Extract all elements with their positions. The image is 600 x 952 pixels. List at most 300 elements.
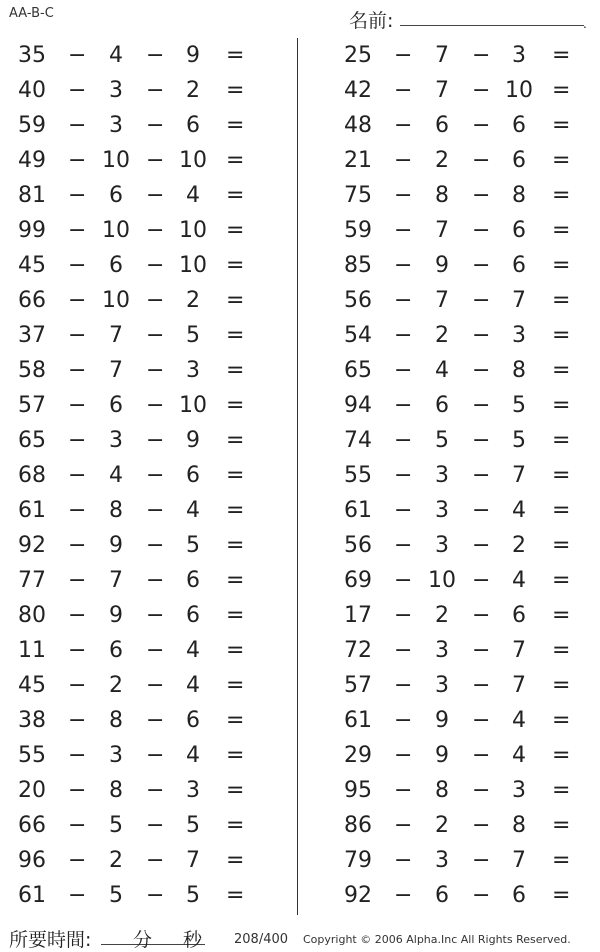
minus-sign: −	[394, 78, 413, 103]
second-subtrahend: 5	[186, 883, 200, 908]
first-subtrahend: 3	[435, 463, 449, 488]
second-subtrahend: 6	[512, 218, 526, 243]
first-subtrahend: 7	[109, 323, 123, 348]
equals-sign: =	[552, 463, 571, 488]
minus-sign: −	[68, 603, 87, 628]
equals-sign: =	[552, 533, 571, 558]
equals-sign: =	[226, 148, 245, 173]
minus-sign: −	[146, 288, 165, 313]
minus-sign: −	[472, 743, 491, 768]
second-subtrahend: 10	[179, 393, 207, 418]
equals-sign: =	[552, 848, 571, 873]
minus-sign: −	[472, 568, 491, 593]
equals-sign: =	[226, 883, 245, 908]
minuend: 29	[344, 743, 372, 768]
minus-sign: −	[68, 883, 87, 908]
first-subtrahend: 3	[109, 428, 123, 453]
first-subtrahend: 7	[435, 78, 449, 103]
minus-sign: −	[68, 743, 87, 768]
minuend: 61	[18, 883, 46, 908]
minuend: 55	[344, 463, 372, 488]
minus-sign: −	[146, 253, 165, 278]
first-subtrahend: 10	[102, 148, 130, 173]
second-subtrahend: 6	[186, 463, 200, 488]
minus-sign: −	[394, 708, 413, 733]
minuend: 77	[18, 568, 46, 593]
name-line-end-dot: .	[583, 17, 587, 31]
minus-sign: −	[68, 323, 87, 348]
minus-sign: −	[146, 883, 165, 908]
minuend: 58	[18, 358, 46, 383]
minus-sign: −	[146, 743, 165, 768]
minus-sign: −	[472, 78, 491, 103]
second-subtrahend: 4	[186, 638, 200, 663]
minuend: 92	[344, 883, 372, 908]
equals-sign: =	[552, 253, 571, 278]
minus-sign: −	[146, 498, 165, 523]
second-subtrahend: 4	[186, 743, 200, 768]
second-subtrahend: 5	[186, 533, 200, 558]
equals-sign: =	[552, 148, 571, 173]
minus-sign: −	[68, 253, 87, 278]
equals-sign: =	[226, 393, 245, 418]
equals-sign: =	[226, 183, 245, 208]
equals-sign: =	[552, 673, 571, 698]
first-subtrahend: 7	[435, 218, 449, 243]
first-subtrahend: 6	[109, 393, 123, 418]
minus-sign: −	[146, 218, 165, 243]
first-subtrahend: 5	[435, 428, 449, 453]
minus-sign: −	[472, 113, 491, 138]
minus-sign: −	[472, 323, 491, 348]
name-label: 名前:	[349, 10, 394, 32]
equals-sign: =	[552, 883, 571, 908]
first-subtrahend: 2	[435, 603, 449, 628]
first-subtrahend: 8	[435, 778, 449, 803]
second-subtrahend: 9	[186, 428, 200, 453]
equals-sign: =	[552, 393, 571, 418]
time-label: 所要時間:	[9, 929, 92, 951]
second-subtrahend: 10	[179, 148, 207, 173]
minus-sign: −	[68, 148, 87, 173]
column-divider	[297, 38, 298, 915]
minus-sign: −	[146, 708, 165, 733]
first-subtrahend: 10	[102, 288, 130, 313]
minus-sign: −	[394, 813, 413, 838]
minuend: 99	[18, 218, 46, 243]
minus-sign: −	[146, 813, 165, 838]
minuend: 56	[344, 533, 372, 558]
equals-sign: =	[552, 323, 571, 348]
minus-sign: −	[68, 638, 87, 663]
second-subtrahend: 10	[179, 218, 207, 243]
equals-sign: =	[226, 358, 245, 383]
worksheet-code: AA-B-C	[9, 6, 54, 21]
minus-sign: −	[394, 673, 413, 698]
minuend: 38	[18, 708, 46, 733]
minus-sign: −	[68, 78, 87, 103]
first-subtrahend: 8	[109, 498, 123, 523]
second-subtrahend: 8	[512, 813, 526, 838]
minuend: 54	[344, 323, 372, 348]
minus-sign: −	[394, 498, 413, 523]
first-subtrahend: 5	[109, 883, 123, 908]
minuend: 21	[344, 148, 372, 173]
equals-sign: =	[226, 323, 245, 348]
minus-sign: −	[146, 533, 165, 558]
equals-sign: =	[226, 813, 245, 838]
equals-sign: =	[552, 113, 571, 138]
second-subtrahend: 4	[512, 498, 526, 523]
second-subtrahend: 6	[512, 148, 526, 173]
minus-sign: −	[146, 113, 165, 138]
minus-sign: −	[146, 43, 165, 68]
minus-sign: −	[146, 428, 165, 453]
first-subtrahend: 2	[435, 813, 449, 838]
minuend: 95	[344, 778, 372, 803]
minuend: 79	[344, 848, 372, 873]
equals-sign: =	[552, 183, 571, 208]
equals-sign: =	[226, 533, 245, 558]
equals-sign: =	[552, 428, 571, 453]
second-subtrahend: 4	[186, 183, 200, 208]
minus-sign: −	[394, 113, 413, 138]
minus-sign: −	[394, 848, 413, 873]
minus-sign: −	[68, 288, 87, 313]
equals-sign: =	[552, 43, 571, 68]
minus-sign: −	[472, 673, 491, 698]
first-subtrahend: 3	[109, 78, 123, 103]
minus-sign: −	[472, 183, 491, 208]
minuend: 35	[18, 43, 46, 68]
first-subtrahend: 4	[435, 358, 449, 383]
first-subtrahend: 4	[109, 43, 123, 68]
second-subtrahend: 6	[512, 883, 526, 908]
minus-sign: −	[472, 428, 491, 453]
second-subtrahend: 6	[512, 113, 526, 138]
second-subtrahend: 8	[512, 183, 526, 208]
minus-sign: −	[394, 253, 413, 278]
first-subtrahend: 9	[109, 603, 123, 628]
equals-sign: =	[552, 568, 571, 593]
second-subtrahend: 5	[186, 323, 200, 348]
minuend: 66	[18, 813, 46, 838]
equals-sign: =	[226, 288, 245, 313]
minus-sign: −	[146, 358, 165, 383]
minus-sign: −	[394, 463, 413, 488]
minus-sign: −	[146, 778, 165, 803]
equals-sign: =	[226, 218, 245, 243]
minus-sign: −	[68, 113, 87, 138]
minus-sign: −	[472, 603, 491, 628]
minus-sign: −	[68, 568, 87, 593]
first-subtrahend: 10	[102, 218, 130, 243]
minus-sign: −	[68, 218, 87, 243]
first-subtrahend: 7	[109, 358, 123, 383]
minuend: 48	[344, 113, 372, 138]
first-subtrahend: 6	[435, 883, 449, 908]
minuend: 80	[18, 603, 46, 628]
minus-sign: −	[472, 463, 491, 488]
minus-sign: −	[394, 743, 413, 768]
second-subtrahend: 2	[186, 78, 200, 103]
second-subtrahend: 6	[512, 253, 526, 278]
minus-sign: −	[68, 358, 87, 383]
equals-sign: =	[226, 253, 245, 278]
minus-sign: −	[146, 183, 165, 208]
second-subtrahend: 7	[512, 463, 526, 488]
first-subtrahend: 9	[435, 743, 449, 768]
second-subtrahend: 6	[186, 113, 200, 138]
minus-sign: −	[394, 358, 413, 383]
minuend: 59	[18, 113, 46, 138]
minus-sign: −	[68, 673, 87, 698]
minus-sign: −	[472, 218, 491, 243]
equals-sign: =	[226, 43, 245, 68]
equals-sign: =	[226, 78, 245, 103]
equals-sign: =	[552, 743, 571, 768]
second-subtrahend: 4	[186, 673, 200, 698]
minuend: 45	[18, 673, 46, 698]
minus-sign: −	[394, 43, 413, 68]
minus-sign: −	[472, 358, 491, 383]
first-subtrahend: 3	[435, 533, 449, 558]
first-subtrahend: 8	[109, 708, 123, 733]
minus-sign: −	[394, 638, 413, 663]
first-subtrahend: 2	[435, 323, 449, 348]
equals-sign: =	[552, 638, 571, 663]
first-subtrahend: 7	[109, 568, 123, 593]
minuend: 81	[18, 183, 46, 208]
minus-sign: −	[146, 673, 165, 698]
minuend: 66	[18, 288, 46, 313]
minus-sign: −	[146, 78, 165, 103]
equals-sign: =	[226, 463, 245, 488]
minuend: 37	[18, 323, 46, 348]
second-subtrahend: 3	[512, 43, 526, 68]
seconds-label: 秒	[183, 929, 203, 951]
first-subtrahend: 3	[435, 673, 449, 698]
first-subtrahend: 7	[435, 43, 449, 68]
second-subtrahend: 3	[512, 778, 526, 803]
first-subtrahend: 6	[109, 253, 123, 278]
first-subtrahend: 2	[109, 848, 123, 873]
second-subtrahend: 7	[512, 848, 526, 873]
equals-sign: =	[552, 288, 571, 313]
minus-sign: −	[146, 323, 165, 348]
equals-sign: =	[552, 498, 571, 523]
minuend: 65	[344, 358, 372, 383]
minuend: 72	[344, 638, 372, 663]
first-subtrahend: 3	[435, 498, 449, 523]
second-subtrahend: 4	[186, 498, 200, 523]
minuend: 69	[344, 568, 372, 593]
name-underline	[400, 25, 584, 26]
minus-sign: −	[68, 708, 87, 733]
minuend: 61	[344, 708, 372, 733]
second-subtrahend: 5	[186, 813, 200, 838]
minuend: 55	[18, 743, 46, 768]
second-subtrahend: 4	[512, 743, 526, 768]
second-subtrahend: 10	[179, 253, 207, 278]
first-subtrahend: 2	[435, 148, 449, 173]
minuend: 65	[18, 428, 46, 453]
minus-sign: −	[472, 638, 491, 663]
minus-sign: −	[394, 323, 413, 348]
equals-sign: =	[226, 708, 245, 733]
first-subtrahend: 3	[435, 638, 449, 663]
second-subtrahend: 2	[186, 288, 200, 313]
first-subtrahend: 6	[435, 113, 449, 138]
minus-sign: −	[472, 778, 491, 803]
equals-sign: =	[552, 358, 571, 383]
equals-sign: =	[226, 778, 245, 803]
minuend: 17	[344, 603, 372, 628]
equals-sign: =	[552, 813, 571, 838]
minus-sign: −	[472, 148, 491, 173]
minus-sign: −	[68, 183, 87, 208]
minuend: 56	[344, 288, 372, 313]
second-subtrahend: 6	[186, 603, 200, 628]
minus-sign: −	[472, 708, 491, 733]
minus-sign: −	[146, 638, 165, 663]
minus-sign: −	[68, 43, 87, 68]
minuend: 42	[344, 78, 372, 103]
minus-sign: −	[472, 393, 491, 418]
minus-sign: −	[472, 253, 491, 278]
minus-sign: −	[394, 533, 413, 558]
second-subtrahend: 3	[186, 358, 200, 383]
equals-sign: =	[226, 673, 245, 698]
minus-sign: −	[146, 463, 165, 488]
minus-sign: −	[472, 498, 491, 523]
second-subtrahend: 6	[186, 708, 200, 733]
minus-sign: −	[394, 568, 413, 593]
minuend: 61	[18, 498, 46, 523]
minuend: 20	[18, 778, 46, 803]
second-subtrahend: 4	[512, 568, 526, 593]
minus-sign: −	[68, 428, 87, 453]
second-subtrahend: 4	[512, 708, 526, 733]
first-subtrahend: 9	[109, 533, 123, 558]
minuend: 45	[18, 253, 46, 278]
minus-sign: −	[68, 498, 87, 523]
minus-sign: −	[472, 43, 491, 68]
equals-sign: =	[552, 218, 571, 243]
minuend: 96	[18, 848, 46, 873]
minuend: 74	[344, 428, 372, 453]
page-number: 208/400	[234, 932, 289, 947]
equals-sign: =	[226, 743, 245, 768]
minus-sign: −	[68, 848, 87, 873]
minus-sign: −	[146, 148, 165, 173]
equals-sign: =	[552, 603, 571, 628]
equals-sign: =	[226, 498, 245, 523]
second-subtrahend: 2	[512, 533, 526, 558]
first-subtrahend: 9	[435, 708, 449, 733]
copyright-notice: Copyright © 2006 Alpha.Inc All Rights Reserved.	[303, 933, 571, 946]
first-subtrahend: 5	[109, 813, 123, 838]
minuend: 11	[18, 638, 46, 663]
first-subtrahend: 8	[109, 778, 123, 803]
equals-sign: =	[552, 708, 571, 733]
minuend: 40	[18, 78, 46, 103]
first-subtrahend: 7	[435, 288, 449, 313]
second-subtrahend: 5	[512, 393, 526, 418]
minuend: 25	[344, 43, 372, 68]
second-subtrahend: 3	[186, 778, 200, 803]
minus-sign: −	[394, 883, 413, 908]
equals-sign: =	[226, 113, 245, 138]
minus-sign: −	[394, 183, 413, 208]
minus-sign: −	[68, 533, 87, 558]
minus-sign: −	[68, 393, 87, 418]
first-subtrahend: 2	[109, 673, 123, 698]
first-subtrahend: 10	[428, 568, 456, 593]
minuend: 86	[344, 813, 372, 838]
minus-sign: −	[68, 778, 87, 803]
minuend: 85	[344, 253, 372, 278]
minus-sign: −	[394, 148, 413, 173]
minus-sign: −	[472, 883, 491, 908]
minus-sign: −	[146, 848, 165, 873]
second-subtrahend: 3	[512, 323, 526, 348]
second-subtrahend: 7	[512, 673, 526, 698]
equals-sign: =	[226, 848, 245, 873]
equals-sign: =	[552, 78, 571, 103]
minus-sign: −	[68, 813, 87, 838]
minus-sign: −	[472, 288, 491, 313]
minus-sign: −	[394, 778, 413, 803]
second-subtrahend: 6	[186, 568, 200, 593]
minus-sign: −	[472, 848, 491, 873]
minus-sign: −	[394, 288, 413, 313]
first-subtrahend: 3	[109, 743, 123, 768]
second-subtrahend: 7	[186, 848, 200, 873]
minuend: 61	[344, 498, 372, 523]
second-subtrahend: 7	[512, 288, 526, 313]
first-subtrahend: 4	[109, 463, 123, 488]
second-subtrahend: 6	[512, 603, 526, 628]
equals-sign: =	[552, 778, 571, 803]
minuend: 59	[344, 218, 372, 243]
equals-sign: =	[226, 568, 245, 593]
minus-sign: −	[394, 603, 413, 628]
minus-sign: −	[394, 393, 413, 418]
minus-sign: −	[146, 393, 165, 418]
equals-sign: =	[226, 603, 245, 628]
minuend: 57	[18, 393, 46, 418]
minuend: 68	[18, 463, 46, 488]
equals-sign: =	[226, 428, 245, 453]
minus-sign: −	[472, 813, 491, 838]
minus-sign: −	[68, 463, 87, 488]
minuend: 57	[344, 673, 372, 698]
first-subtrahend: 3	[109, 113, 123, 138]
first-subtrahend: 3	[435, 848, 449, 873]
minus-sign: −	[394, 218, 413, 243]
second-subtrahend: 9	[186, 43, 200, 68]
second-subtrahend: 5	[512, 428, 526, 453]
minuend: 49	[18, 148, 46, 173]
first-subtrahend: 8	[435, 183, 449, 208]
minus-sign: −	[472, 533, 491, 558]
first-subtrahend: 6	[109, 638, 123, 663]
second-subtrahend: 8	[512, 358, 526, 383]
first-subtrahend: 6	[435, 393, 449, 418]
first-subtrahend: 9	[435, 253, 449, 278]
second-subtrahend: 10	[505, 78, 533, 103]
